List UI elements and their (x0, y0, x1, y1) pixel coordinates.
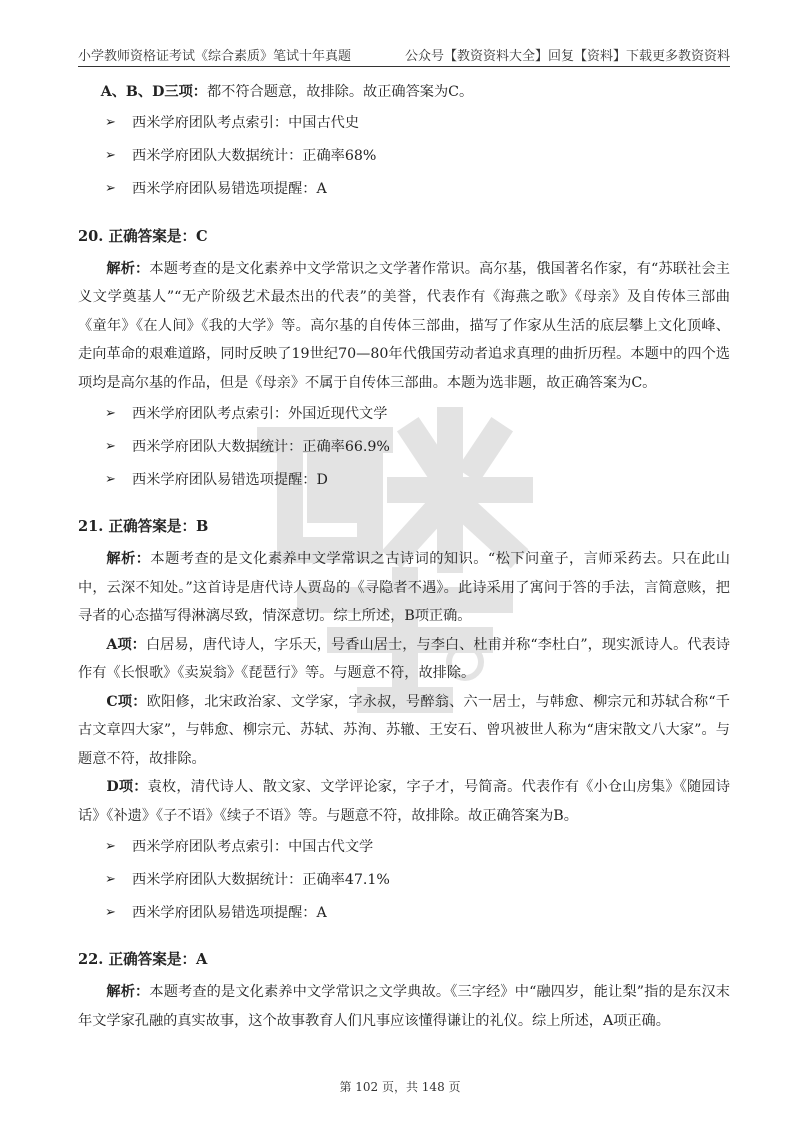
option-text: 欧阳修，北宋政治家、文学家，字永叔，号醉翁、六一居士，与韩愈、柳宗元和苏轼合称“千古文章四大家”，与韩愈、柳宗元、苏轼、苏洵、苏辙、王安石、曾巩被世人称为“唐宋散文八大家”。与题意不符，故排除。 (78, 693, 730, 767)
option-text: 袁枚，清代诗人、散文家、文学评论家，字子才，号简斋。代表作有《小仓山房集》《随园诗话》《补遗》《子不语》《续子不语》等。与题意不符，故排除。故正确答案为B。 (78, 779, 730, 824)
bullet-text: 西米学府团队易错选项提醒：A (132, 904, 327, 921)
option-label: D项： (106, 779, 148, 795)
bullet-item (78, 463, 730, 496)
bullet-item (78, 896, 730, 929)
intro-text: 都不符合题意，故排除。故正确答案为C。 (206, 84, 474, 100)
question-21-analysis (78, 545, 730, 631)
question-21-heading: 21. 正确答案是：B (78, 518, 209, 535)
bullet-item (78, 397, 730, 430)
analysis-text: 本题考查的是文化素养中文学常识之古诗词的知识。“松下问童子，言师采药去。只在此山中，云深不知处。”这首诗是唐代诗人贾岛的《寻隐者不遇》。此诗采用了寓问于答的手法，言简意赅，把寻者的心态描写得淋漓尽致，情深意切。综上所述，B项正确。 (78, 551, 730, 624)
option-label: A项： (106, 636, 146, 653)
arrow-bullet-icon: ➢ (105, 115, 116, 130)
page-content (78, 78, 730, 1035)
bullet-text: 西米学府团队易错选项提醒：A (132, 181, 327, 197)
header-promo: 公众号【教资资料大全】回复【资料】下载更多教资资料 (404, 48, 730, 64)
arrow-bullet-icon: ➢ (105, 838, 116, 854)
bullet-item (78, 430, 730, 463)
header-divider (78, 66, 730, 67)
bullet-text: 西米学府团队考点索引：外国近现代文学 (132, 405, 388, 422)
page-header (78, 44, 730, 64)
arrow-bullet-icon: ➢ (105, 471, 116, 487)
question-20-heading: 20. 正确答案是：C (78, 227, 208, 245)
bullet-text: 西米学府团队大数据统计：正确率47.1% (132, 871, 390, 888)
arrow-bullet-icon: ➢ (105, 438, 116, 454)
question-21-option-d (78, 773, 730, 830)
analysis-label: 解析： (106, 984, 150, 1000)
option-text: 白居易，唐代诗人，字乐天，号香山居士，与李白、杜甫并称“李杜白”，现实派诗人。代表诗作有《长恨歌》《卖炭翁》《琵琶行》等。与题意不符，故排除。 (78, 636, 730, 681)
bullet-text: 西米学府团队考点索引：中国古代文学 (132, 838, 374, 855)
arrow-bullet-icon: ➢ (105, 148, 116, 163)
bullet-text: 西米学府团队易错选项提醒：D (132, 471, 328, 488)
bullet-text: 西米学府团队考点索引：中国古代史 (132, 115, 360, 131)
arrow-bullet-icon: ➢ (105, 871, 116, 887)
arrow-bullet-icon: ➢ (105, 181, 116, 196)
analysis-label: 解析： (106, 260, 150, 277)
bullet-text: 西米学府团队大数据统计：正确率68% (132, 148, 377, 164)
bullet-item (78, 140, 730, 173)
question-21-option-c (78, 688, 730, 774)
header-title: 小学教师资格证考试《综合素质》笔试十年真题 (78, 48, 352, 64)
bullet-item (78, 830, 730, 863)
question-22-heading: 22. 正确答案是：A (78, 951, 208, 968)
page-number: 第 102 页，共 148 页 (339, 1080, 461, 1094)
question-22-analysis (78, 978, 730, 1035)
intro-label: A、B、D三项： (100, 84, 207, 100)
bullet-text: 西米学府团队大数据统计：正确率66.9% (132, 438, 390, 455)
arrow-bullet-icon: ➢ (105, 405, 116, 421)
analysis-text: 本题考查的是文化素养中文学常识之文学典故。《三字经》中“融四岁，能让梨”指的是东汉末年文学家孔融的真实故事，这个故事教育人们凡事应该懂得谦让的礼仪。综上所述，A项正确。 (78, 984, 730, 1029)
bullet-item (78, 173, 730, 206)
question-20-analysis (78, 255, 730, 398)
intro-conclusion (78, 78, 730, 107)
analysis-text: 本题考查的是文化素养中文学常识之文学著作常识。高尔基，俄国著名作家，有“苏联社会主义文学奠基人”“无产阶级艺术最杰出的代表”的美誉，代表作有《海燕之歌》《母亲》及自传体三部曲《童年》《在人间》《我的大学》等。高尔基的自传体三部曲，描写了作家从生活的底层攀上文化顶峰、走向革命的艰难道路，同时反映了19世纪70—80年代俄国劳动者追求真理的曲折历程。本题中的四个选项均是高尔基的作品，但是《母亲》不属于自传体三部曲。本题为选非题，故正确答案为C。 (78, 260, 730, 391)
bullet-item (78, 107, 730, 140)
bullet-item (78, 863, 730, 896)
question-21-option-a (78, 631, 730, 688)
option-label: C项： (106, 693, 147, 710)
arrow-bullet-icon: ➢ (105, 904, 116, 920)
analysis-label: 解析： (106, 551, 151, 567)
